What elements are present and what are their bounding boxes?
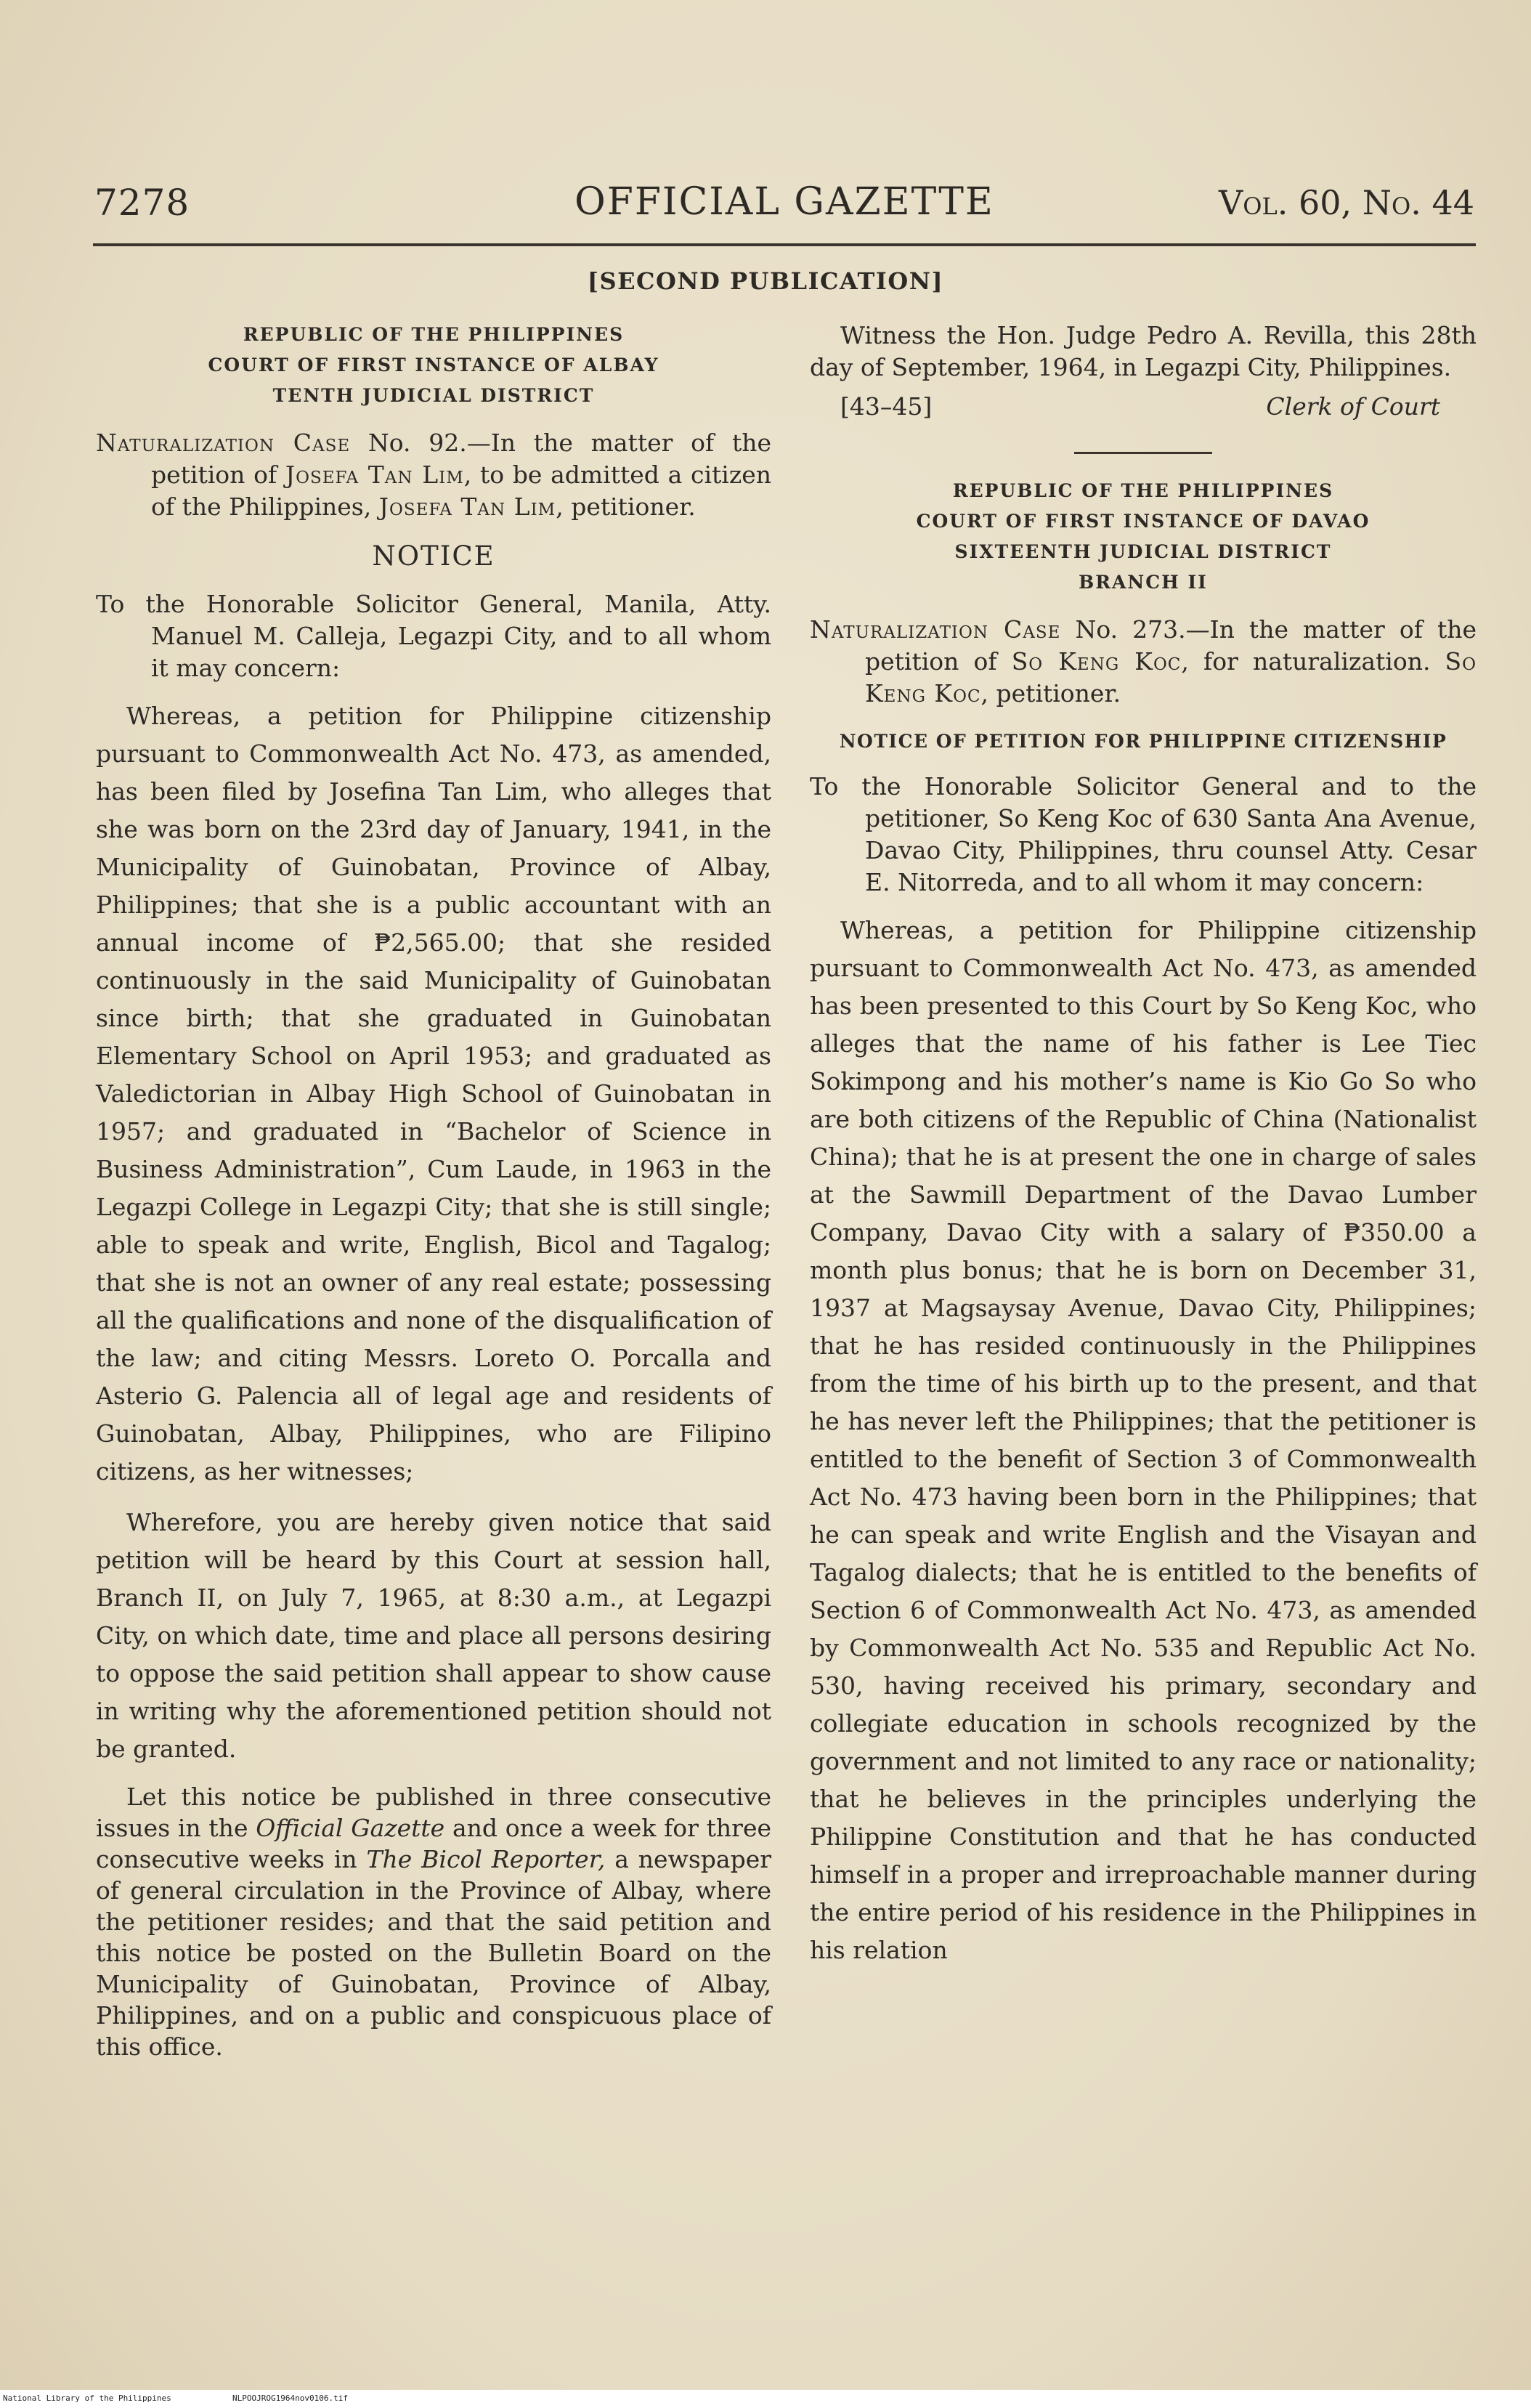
notice-title: NOTICE OF PETITION FOR PHILIPPINE CITIZENSHIP xyxy=(839,731,1447,752)
court-header-line: REPUBLIC OF THE PHILIPPINES xyxy=(952,480,1334,501)
signature-row xyxy=(810,391,1477,423)
court-header-line: COURT OF FIRST INSTANCE OF ALBAY xyxy=(208,354,659,376)
paragraph-text: a newspaper of general circulation in the Province of Albay, where the petitioner resides; and that the said petition and this notice be posted on the Bulletin Board on the Municipality of Guinobatan, Province of Albay, Philippines, and on a public and conspicuous place of this office. xyxy=(96,1845,771,2061)
case-text: , for naturalization. xyxy=(1181,647,1445,676)
newspaper-name: The Bicol Reporter, xyxy=(366,1845,606,1873)
paragraph-text: Let this notice be published in three consecutive issues in the xyxy=(96,1783,771,1842)
witness-clause: Witness the Hon. Judge Pedro A. Revilla, this 28th day of September, 1964, in Legazpi City, Philippines. xyxy=(810,321,1477,381)
case-label: Naturalization Case xyxy=(96,429,351,457)
notice-addressee: To the Honorable Solicitor General and to the petitioner, So Keng Koc of 630 Santa Ana Avenue, Davao City, Philippines, thru counsel Atty. Cesar E. Nitorreda, and to all whom it may concern: xyxy=(810,772,1477,896)
scan-filename: NLPOOJROG1964nov0106.tif xyxy=(232,2393,348,2403)
petitioner-name: So Keng Koc xyxy=(1011,647,1182,676)
case-text: , petitioner. xyxy=(556,492,696,521)
case-text: No. 273.—In the matter of the petition of xyxy=(865,615,1477,676)
gazette-name: Official Gazette xyxy=(256,1814,445,1842)
library-credit: National Library of the Philippines xyxy=(3,2393,171,2403)
page-header xyxy=(94,167,1474,240)
court-header-line: REPUBLIC OF THE PHILIPPINES xyxy=(243,324,625,345)
scan-footer xyxy=(0,2390,1531,2408)
court-header-line: SIXTEENTH JUDICIAL DISTRICT xyxy=(954,541,1332,562)
clerk-signature: Clerk of Court xyxy=(1266,392,1440,421)
case-caption xyxy=(96,427,771,523)
court-header-line: BRANCH II xyxy=(1079,572,1208,593)
header-rule xyxy=(93,243,1476,246)
petitioner-name: So Keng Koc xyxy=(865,647,1477,708)
volume-number: Vol. 60, No. 44 xyxy=(1219,183,1474,222)
paragraph-text: and once a week for three consecutive weeks in xyxy=(96,1814,772,1873)
publication-title: OFFICIAL GAZETTE xyxy=(574,180,994,224)
court-header-line: TENTH JUDICIAL DISTRICT xyxy=(272,385,595,406)
case-label: Naturalization Case xyxy=(810,615,1061,644)
notice-paragraph: Whereas, a petition for Philippine citizenship pursuant to Commonwealth Act No. 473, as amended, has been filed by Josefina Tan Lim, who alleges that she was born on the 23rd day of January, 1941, in the Municipality of Guinobatan, Province of Albay, Philippines; that she is a public accountant with an annual income of ₱2,565.00; that she resided continuously in the said Municipality of Guinobatan since birth; that she graduated in Guinobatan Elementary School on April 1953; and graduated as Valedictorian in Albay High School of Guinobatan in 1957; and graduated in “Bachelor of Science in Business Administration”, Cum Laude, in 1963 in the Legazpi College in Legazpi City; that she is still single; able to speak and write, English, Bicol and Tagalog; that she is not an owner of any real estate; possessing all the qualifications and none of the disqualification of the law; and citing Messrs. Loreto O. Porcalla and Asterio G. Palencia all of legal age and residents of Guinobatan, Albay, Philippines, who are Filipino citizens, as her witnesses; xyxy=(96,702,771,1485)
issue-reference: [43–45] xyxy=(840,392,933,421)
case-caption xyxy=(810,614,1477,710)
notice-paragraph: Whereas, a petition for Philippine citizenship pursuant to Commonwealth Act No. 473, as amended has been presented to this Court by So Keng Koc, who alleges that the name of his father is Lee Tiec Sokimpong and his mother’s name is Kio Go So who are both citizens of the Republic of China (Nationalist China); that he is at present the one in charge of sales at the Sawmill Department of the Davao Lumber Company, Davao City with a salary of ₱350.00 a month plus bonus; that he is born on December 31, 1937 at Magsaysay Avenue, Davao City, Philippines; that he has resided continuously in the Philippines from the time of his birth up to the present, and that he has never left the Philippines; that the petitioner is entitled to the benefit of Section 3 of Commonwealth Act No. 473 having been born in the Philippines; that he can speak and write English and the Visayan and Tagalog dialects; that he is entitled to the benefits of Section 6 of Commonwealth Act No. 473, as amended by Commonwealth Act No. 535 and Republic Act No. 530, having received his primary, secondary and collegiate education in schools recognized by the government and not limited to any race or nationality; that he believes in the principles underlying the Philippine Constitution and that he has conducted himself in a proper and irreproachable manner during the entire period of his residence in the Philippines in his relation xyxy=(810,916,1477,1964)
court-header-line: COURT OF FIRST INSTANCE OF DAVAO xyxy=(916,511,1370,532)
page-number: 7278 xyxy=(94,182,190,224)
notice-addressee: To the Honorable Solicitor General, Manila, Atty. Manuel M. Calleja, Legazpi City, and to all whom it may concern: xyxy=(96,590,771,682)
left-column xyxy=(96,320,771,2062)
right-column xyxy=(810,320,1477,1969)
publication-tag: [SECOND PUBLICATION] xyxy=(587,267,944,295)
notice-paragraph xyxy=(96,1781,771,2062)
case-text: , to be admitted a citizen of the Philippines, xyxy=(151,461,771,521)
notice-title: NOTICE xyxy=(372,540,495,572)
case-text: No. 92.—In the matter of the petition of xyxy=(151,429,772,489)
case-text: , petitioner. xyxy=(980,679,1121,708)
petitioner-name: Josefa Tan Lim xyxy=(378,492,556,521)
petitioner-name: Josefa Tan Lim xyxy=(285,461,464,489)
section-divider xyxy=(1074,452,1212,454)
notice-paragraph: Wherefore, you are hereby given notice that said petition will be heard by this Court at session hall, Branch II, on July 7, 1965, at 8:30 a.m., at Legazpi City, on which date, time and place all persons desiring to oppose the said petition shall appear to show cause in writing why the aforementioned petition should not be granted. xyxy=(96,1508,771,1763)
